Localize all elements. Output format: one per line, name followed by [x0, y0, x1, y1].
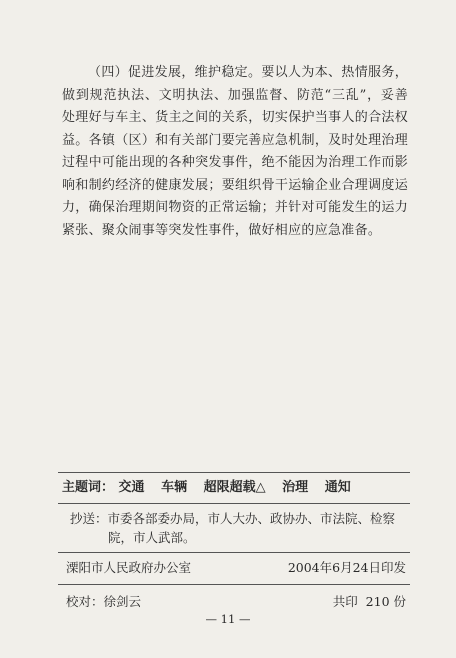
subject-keywords	[62, 478, 408, 498]
page-number: — 11 —	[205, 612, 251, 626]
proofreader-name: 徐剑云	[103, 594, 142, 609]
keywords-label: 主题词：	[62, 480, 115, 495]
cc-label: 抄送：	[70, 511, 108, 526]
proof-row	[66, 592, 406, 610]
keyword-item: 超限超载△	[203, 480, 266, 495]
divider-keywords	[58, 503, 410, 504]
body-paragraph: （四）促进发展，维护稳定。要以人为本、热情服务，做到规范执法、文明执法、加强监督、防范“三乱”，妥善处理好与车主、货主之间的关系，切实保护当事人的合法权益。各镇（区）和有关部门要完善应急机制，及时处理治理过程中可能出现的各种突发事件，绝不能因为治理工作而影响和制约经济的健康发展；要组织骨干运输企业合理调度运力，确保治理期间物资的正常运输；并针对可能发生的运力紧张、聚众闹事等突发性事件，做好相应的应急准备。	[62, 65, 408, 238]
keyword-item: 治理	[282, 480, 309, 495]
body-text	[62, 62, 408, 242]
issuer-row	[66, 558, 406, 576]
divider-issuer	[58, 584, 410, 585]
issue-date: 2004年6月24日印发	[287, 560, 406, 575]
copies-printed: 共印 210 份	[332, 594, 406, 609]
cc-line-2: 院，市人武部。	[108, 530, 196, 545]
keyword-item: 车辆	[161, 480, 188, 495]
cc-line-1: 市委各部委办局，市人大办、政协办、市法院、检察	[107, 511, 396, 526]
keyword-item: 通知	[324, 480, 351, 495]
issuer-office: 溧阳市人民政府办公室	[66, 560, 192, 575]
keyword-item: 交通	[118, 480, 145, 495]
proof-label: 校对：	[66, 594, 104, 609]
divider-cc	[58, 552, 410, 553]
divider-top	[58, 472, 410, 473]
cc-block	[70, 509, 400, 547]
